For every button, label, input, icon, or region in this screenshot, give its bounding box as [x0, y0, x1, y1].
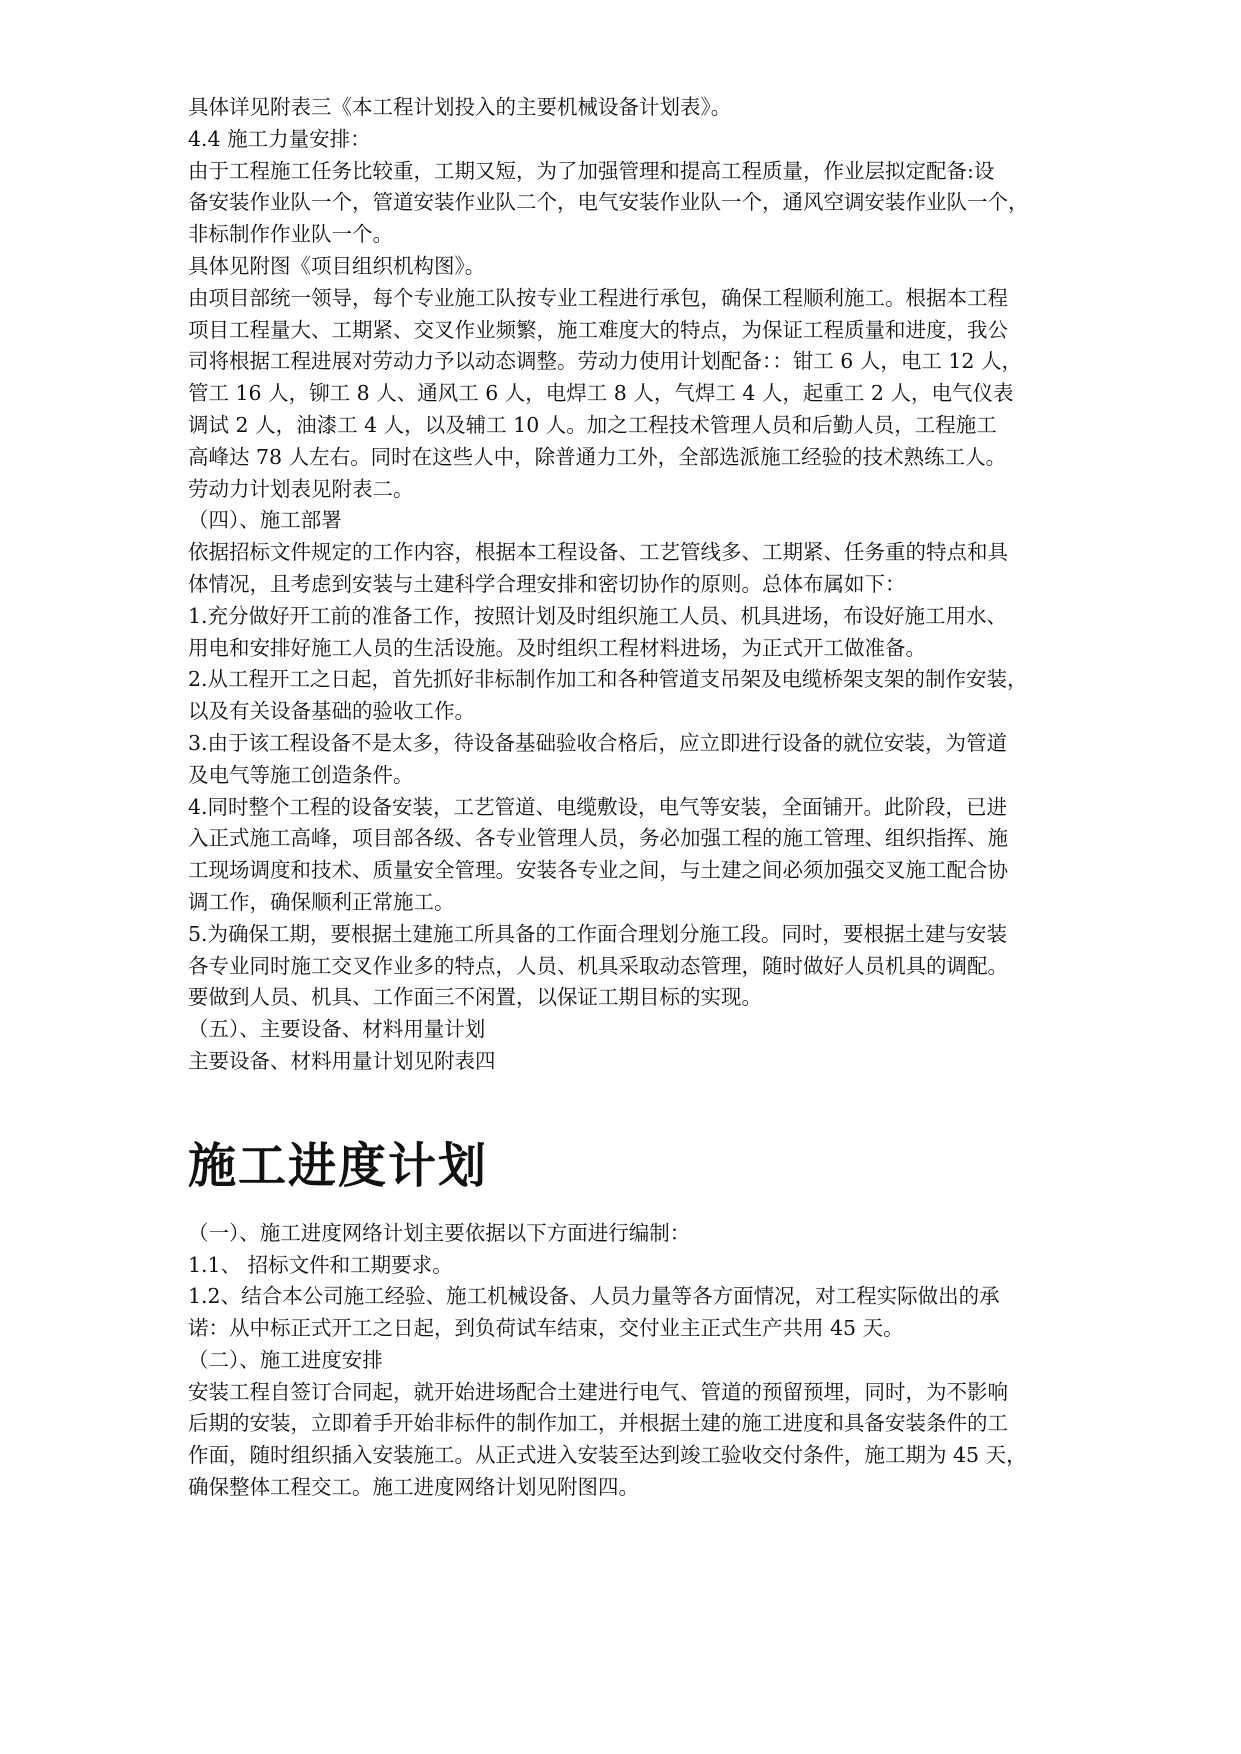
schedule-heading: 施工进度计划 [188, 1137, 489, 1194]
construction-plan-section [188, 92, 1058, 1078]
text-line: 安装工程自签订合同起，就开始进场配合土建进行电气、管道的预留预埋，同时，为不影响 [188, 1379, 1008, 1404]
text-line: 入正式施工高峰，项目部各级、各专业管理人员，务必加强工程的施工管理、组织指挥、施 [188, 826, 1008, 851]
text-line: 诺：从中标正式开工之日起，到负荷试车结束，交付业主正式生产共用 45 天。 [188, 1316, 904, 1341]
text-line: 管工 16 人，铆工 8 人、通风工 6 人，电焊工 8 人，气焊工 4 人，起重工 2 人，电气仪表 [188, 381, 1014, 406]
text-line: 1.2、结合本公司施工经验、施工机械设备、人员力量等各方面情况，对工程实际做出的承 [188, 1284, 1000, 1309]
text-line: 4.同时整个工程的设备安装，工艺管道、电缆敷设，电气等安装，全面铺开。此阶段，已进 [188, 794, 1008, 819]
text-line: 各专业同时施工交叉作业多的特点，人员、机具采取动态管理，随时做好人员机具的调配。 [188, 953, 1008, 978]
heading-spacer [188, 1196, 1058, 1218]
text-line: 劳动力计划表见附表二。 [188, 476, 414, 501]
text-line: 以及有关设备基础的验收工作。 [188, 699, 475, 724]
text-line: 4.4 施工力量安排： [188, 126, 371, 151]
text-line: 依据招标文件规定的工作内容，根据本工程设备、工艺管线多、工期紧、任务重的特点和具 [188, 540, 1008, 565]
text-line: 备安装作业队一个，管道安装作业队二个，电气安装作业队一个，通风空调安装作业队一个， [188, 190, 1029, 215]
text-line: 高峰达 78 人左右。同时在这些人中，除普通力工外，全部选派施工经验的技术熟练工人。 [188, 444, 1007, 469]
text-line: 司将根据工程进展对劳动力予以动态调整。劳动力使用计划配备：：钳工 6 人，电工 12 人， [188, 349, 1022, 374]
text-line: 及电气等施工创造条件。 [188, 762, 414, 787]
text-line: 具体详见附表三《本工程计划投入的主要机械设备计划表》。 [188, 95, 732, 119]
text-line: 确保整体工程交工。施工进度网络计划见附图四。 [188, 1475, 639, 1500]
text-line: 作面，随时组织插入安装施工。从正式进入安装至达到竣工验收交付条件，施工期为 45 天， [188, 1443, 1027, 1468]
text-line: 调工作，确保顺利正常施工。 [188, 889, 455, 914]
text-line: 由项目部统一领导，每个专业施工队按专业工程进行承包，确保工程顺利施工。根据本工程 [188, 285, 1008, 310]
section-spacer [188, 1078, 1058, 1136]
text-line: 要做到人员、机具、工作面三不闲置，以保证工期目标的实现。 [188, 985, 762, 1010]
text-line: 工现场调度和技术、质量安全管理。安装各专业之间，与土建之间必须加强交叉施工配合协 [188, 858, 1008, 883]
text-line: 项目工程量大、工期紧、交叉作业频繁，施工难度大的特点，为保证工程质量和进度，我公 [188, 317, 1008, 342]
document-page [188, 92, 1058, 1504]
text-line: 1.1、 招标文件和工期要求。 [188, 1252, 453, 1277]
text-line: 1.充分做好开工前的准备工作，按照计划及时组织施工人员、机具进场，布设好施工用水、 [188, 603, 1008, 628]
schedule-section [188, 1218, 1058, 1504]
text-line: 后期的安装，立即着手开始非标件的制作加工，并根据土建的施工进度和具备安装条件的工 [188, 1411, 1008, 1436]
text-line: 主要设备、材料用量计划见附表四 [188, 1048, 496, 1073]
text-line: 体情况，且考虑到安装与土建科学合理安排和密切协作的原则。总体布属如下： [188, 571, 906, 596]
text-line: 具体见附图《项目组织机构图》。 [188, 253, 486, 278]
text-line: （一）、施工进度网络计划主要依据以下方面进行编制： [188, 1220, 691, 1245]
text-line: 3.由于该工程设备不是太多，待设备基础验收合格后，应立即进行设备的就位安装，为管道 [188, 730, 1008, 755]
text-line: 5.为确保工期，要根据土建施工所具备的工作面合理划分施工段。同时，要根据土建与安装 [188, 921, 1008, 946]
text-line: 用电和安排好施工人员的生活设施。及时组织工程材料进场，为正式开工做准备。 [188, 635, 926, 660]
text-line: （五）、主要设备、材料用量计划 [188, 1017, 486, 1042]
text-line: 2.从工程开工之日起，首先抓好非标制作加工和各种管道支吊架及电缆桥架支架的制作安装， [188, 667, 1028, 692]
text-line: 调试 2 人，油漆工 4 人，以及辅工 10 人。加之工程技术管理人员和后勤人员，工程施工 [188, 412, 997, 437]
text-line: （二）、施工进度安排 [188, 1347, 383, 1372]
text-line: 由于工程施工任务比较重，工期又短，为了加强管理和提高工程质量，作业层拟定配备:设 [188, 158, 995, 183]
text-line: 非标制作作业队一个。 [188, 222, 393, 247]
text-line: （四）、施工部署 [188, 508, 342, 533]
